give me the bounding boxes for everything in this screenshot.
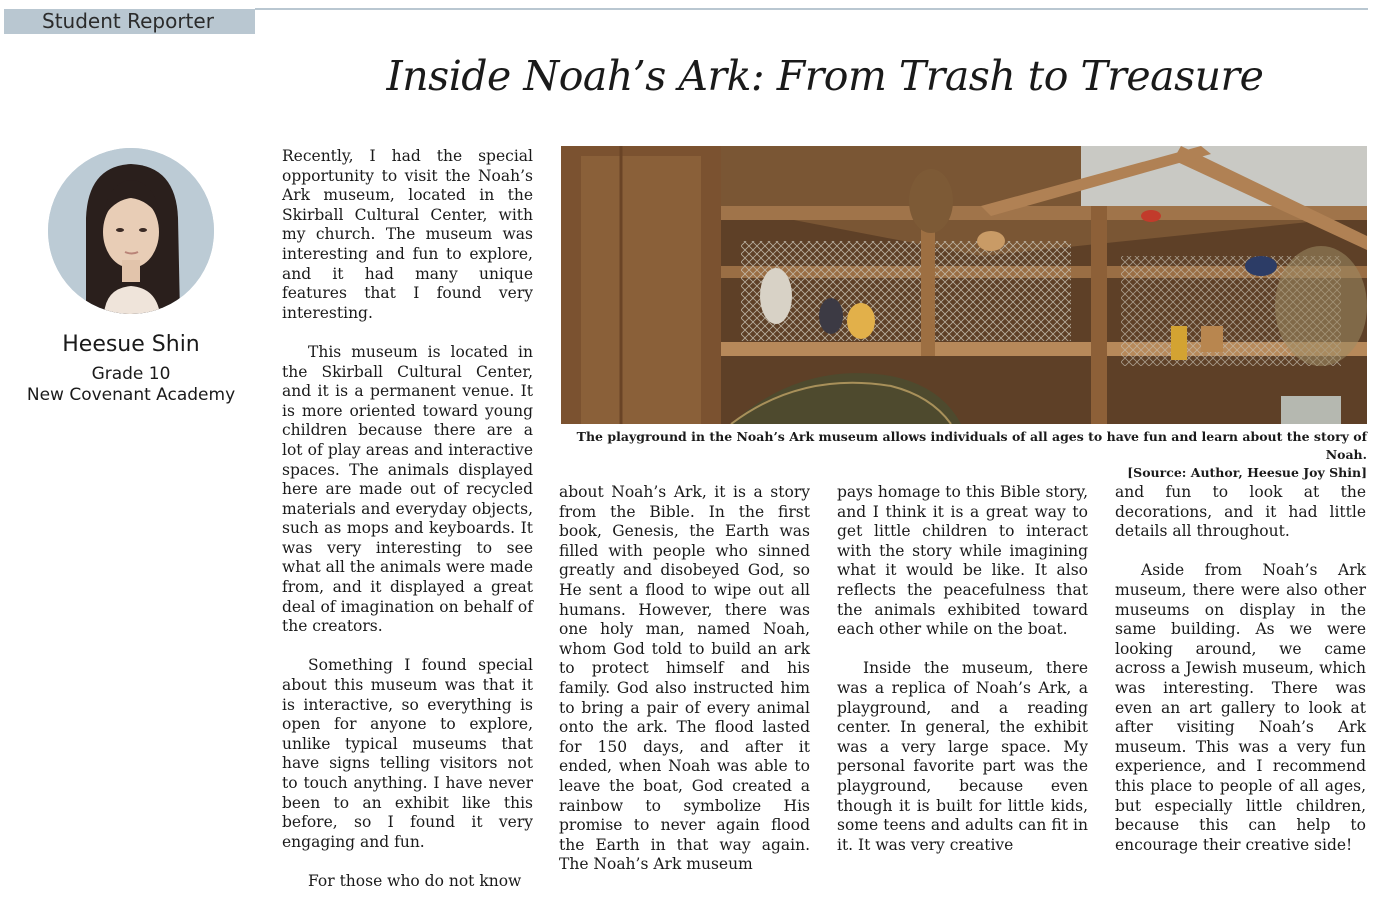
article-column-3 [837, 483, 1088, 875]
article-headline: Inside Noah’s Ark: From Trash to Treasure [386, 52, 1264, 100]
paragraph: Recently, I had the special opportunity to visit the Noah’s Ark museum, located in the Skirball Cultural Center, with my church. The museum was interesting and fun to explore, and it had many unique features that I found very interesting. [282, 147, 533, 322]
article-column-2 [559, 483, 810, 894]
paragraph: Inside the museum, there was a replica of Noah’s Ark, a playground, and a reading center. In general, the exhibit was a very large space. My personal favorite part was the playground, because even though it is built for little kids, some teens and adults can fit in it. It was very creative [837, 659, 1088, 854]
paragraph: and fun to look at the decorations, and it had little details all throughout. [1115, 483, 1366, 541]
author-grade: Grade 10 [91, 364, 171, 384]
museum-playground-illustration [561, 146, 1367, 424]
photo-caption [558, 428, 1367, 482]
article-column-1 [282, 147, 533, 911]
header-rule [255, 8, 1368, 10]
author-avatar [48, 148, 214, 314]
paragraph: For those who do not know [308, 871, 522, 890]
photo-source: [Source: Author, Heesue Joy Shin] [1127, 465, 1367, 480]
paragraph: Aside from Noah’s Ark museum, there were also other museums on display in the same building. As we were looking around, we came across a Jewish museum, which was interesting. There was even an art gallery to look at after visiting Noah’s Ark museum. This was a very fun experience, and I recommend this place to people of all ages, but especially little children, because this can help to encourage their creative side! [1115, 561, 1366, 854]
paragraph: This museum is located in the Skirball Cultural Center, and it is a permanent venue. It is more oriented toward young children because there are a lot of play areas and interactive spaces. The animals displayed here are made out of recycled materials and everyday objects, such as mops and keyboards. It was very interesting to see what all the animals were made from, and it displayed a great deal of imagination on behalf of the creators. [282, 342, 533, 636]
paragraph: Something I found special about this museum was that it is interactive, so everything is open for anyone to explore, unlike typical museums that have signs telling visitors not to touch anything. I have never been to an exhibit like this before, so I found it very engaging and fun. [282, 656, 533, 851]
section-label: Student Reporter [4, 9, 255, 34]
paragraph: about Noah’s Ark, it is a story from the Bible. In the first book, Genesis, the Earth was filled with people who sinned greatly and disobeyed God, so He sent a flood to wipe out all humans. However, there was one holy man, named Noah, whom God told to build an ark to protect himself and his family. God also instructed him to bring a pair of every animal onto the ark. The flood lasted for 150 days, and after it ended, when Noah was able to leave the boat, God created a rainbow to symbolize His promise to never again flood the Earth in that way again. The Noah’s Ark museum [559, 483, 810, 874]
author-school: New Covenant Academy [26, 385, 236, 405]
article-column-4 [1115, 483, 1366, 875]
author-portrait-illustration [48, 148, 214, 314]
photo-caption-text: The playground in the Noah’s Ark museum allows individuals of all ages to have fun and learn about the story of Noah. [576, 429, 1367, 462]
author-name: Heesue Shin [62, 332, 200, 357]
paragraph: pays homage to this Bible story, and I think it is a great way to get little children to interact with the story while imagining what it would be like. It also reflects the peacefulness that the animals exhibited toward each other while on the boat. [837, 483, 1088, 639]
article-photo [561, 146, 1367, 424]
